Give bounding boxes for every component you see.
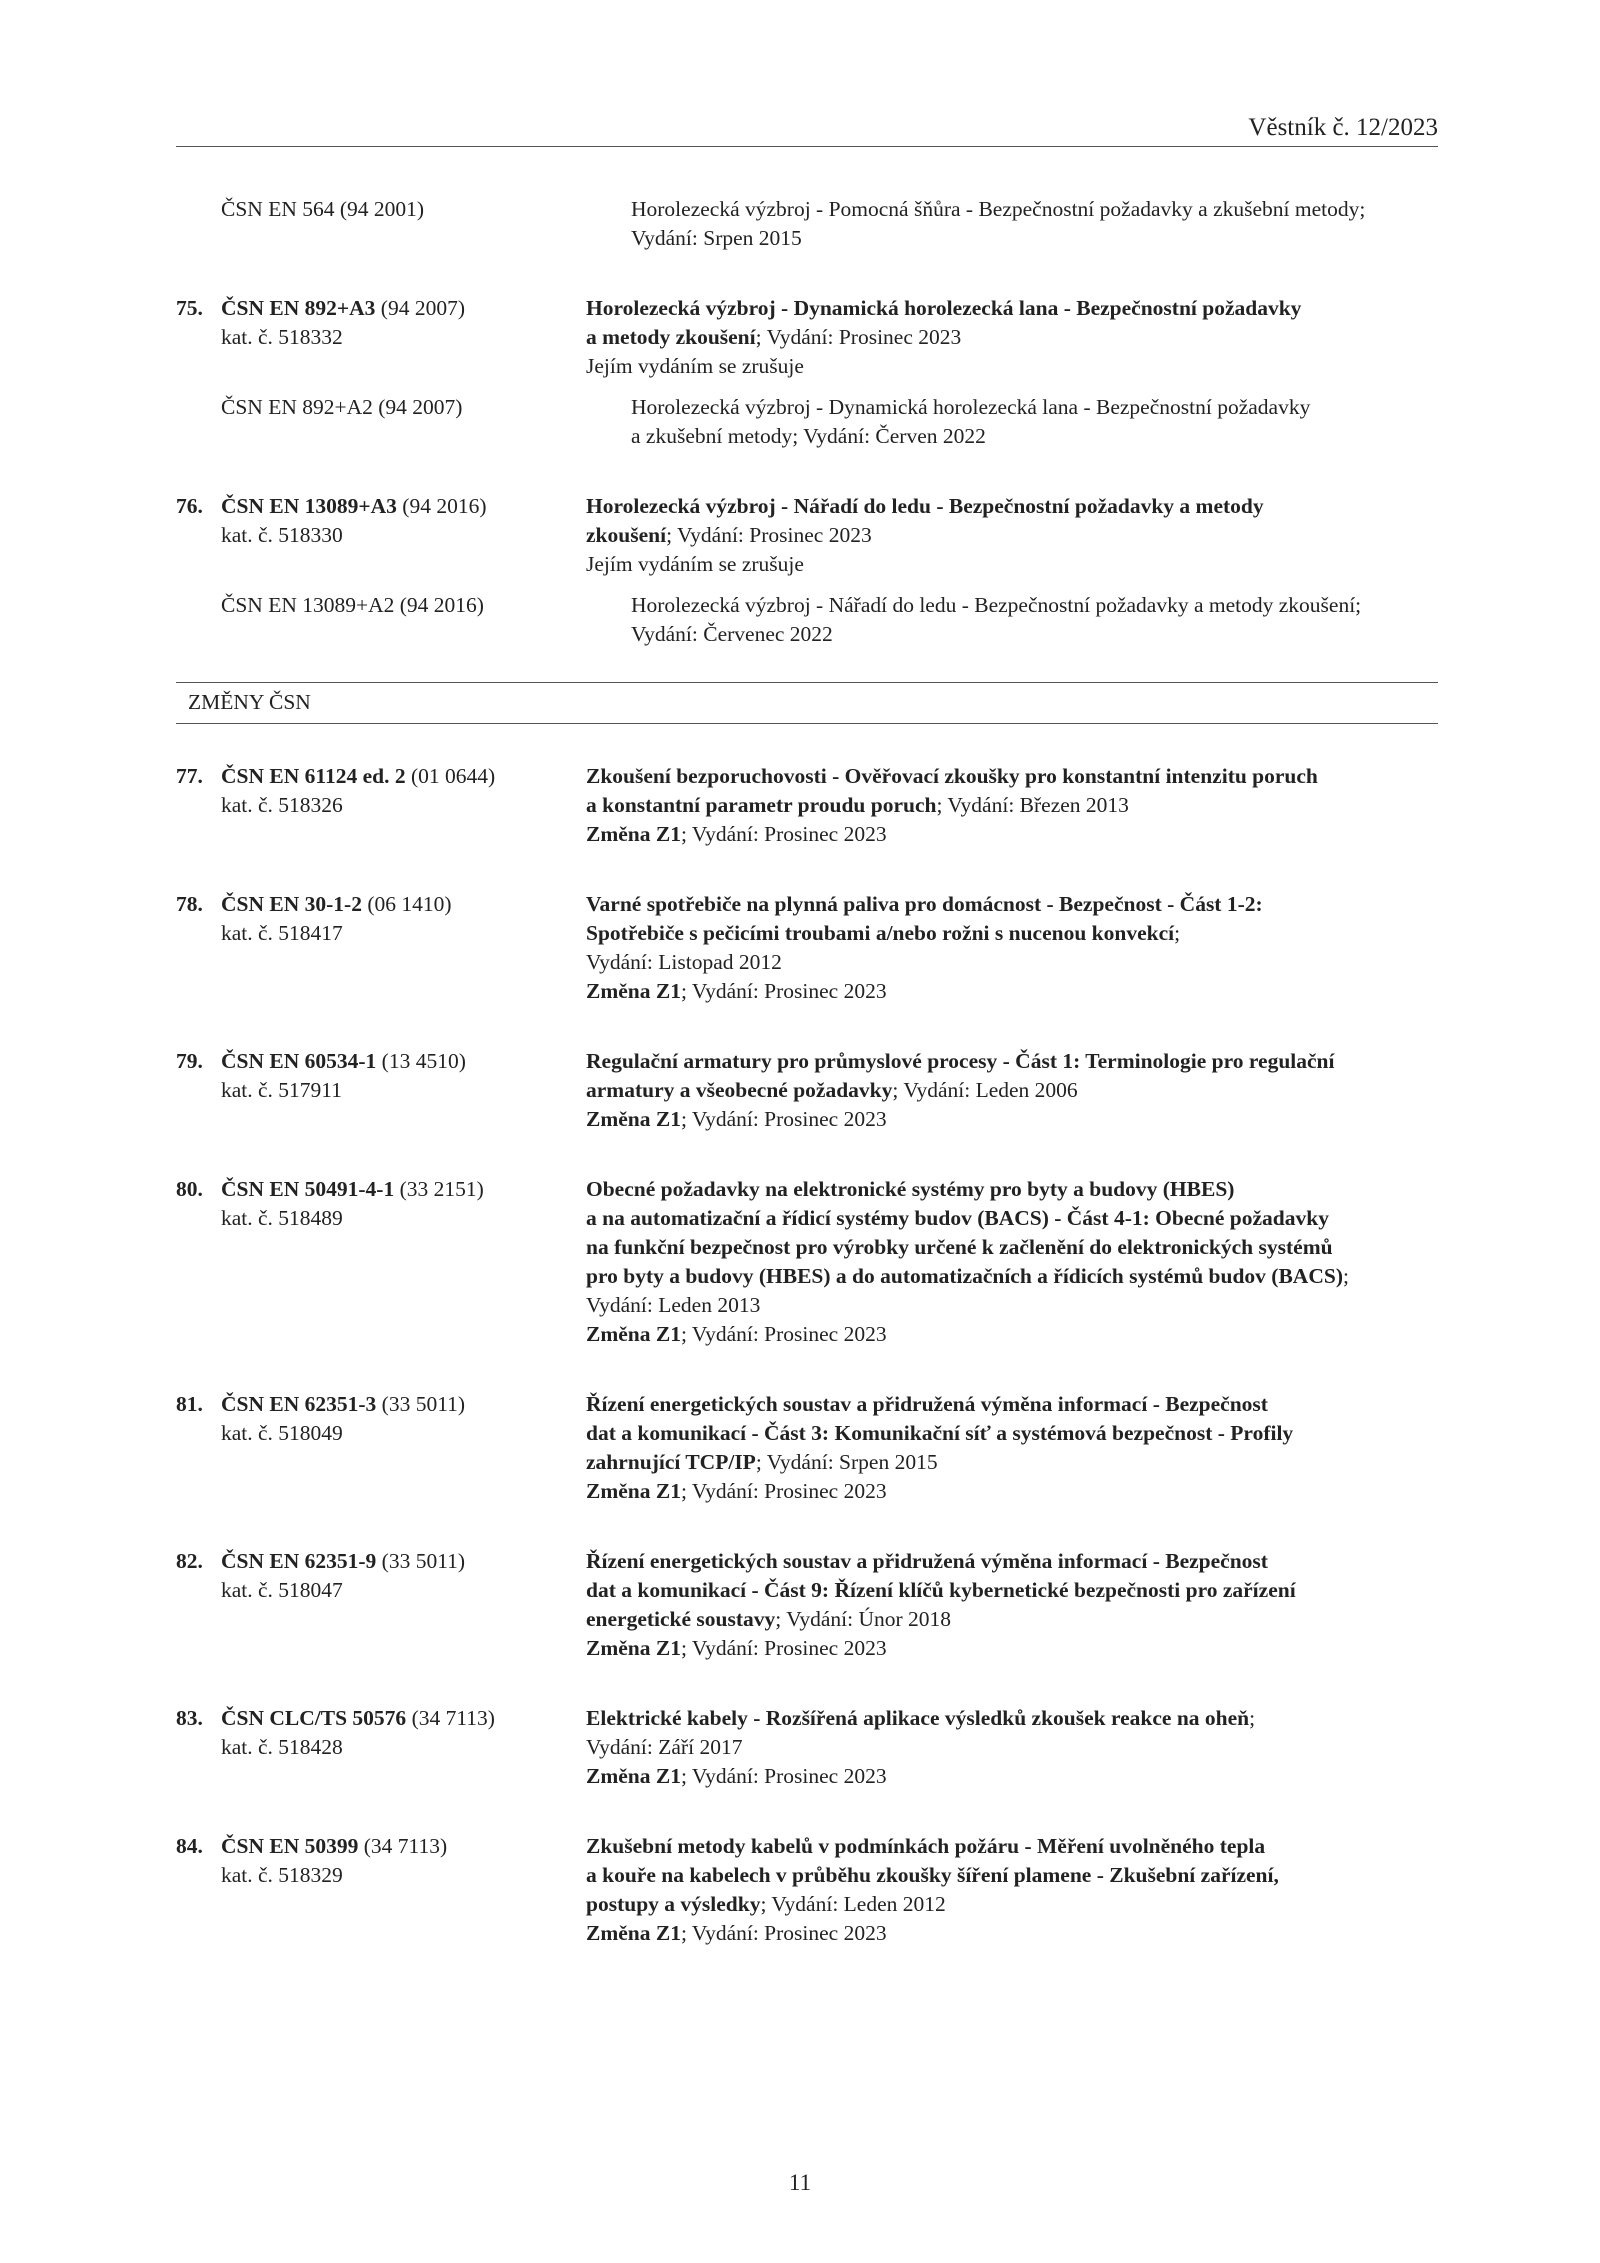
standard-code: ČSN CLC/TS 50576 (221, 1706, 407, 1730)
standard-code: ČSN EN 62351-9 (221, 1549, 377, 1573)
title-line: Elektrické kabely - Rozšířená aplikace výsledků zkoušek reakce na oheň (586, 1706, 1250, 1730)
standard-code-block (176, 492, 586, 579)
entry-number: 81. (176, 1392, 203, 1416)
replaced-title: Horolezecká výzbroj - Nářadí do ledu - Bezpečnostní požadavky a metody zkoušení; Vydání: Červenec 2022 (631, 593, 1362, 646)
title-line: na funkční bezpečnost pro výrobky určené k začlenění do elektronických systémů (586, 1235, 1333, 1259)
standard-title-block (586, 1547, 1438, 1663)
standard-code: ČSN EN 60534-1 (221, 1049, 377, 1073)
issue-date: Vydání: Září 2017 (586, 1735, 743, 1759)
title-line: Zkoušení bezporuchovosti - Ověřovací zkoušky pro konstantní intenzitu poruch (586, 764, 1318, 788)
classification-code: (34 7113) (358, 1834, 448, 1858)
standard-code-block (176, 294, 586, 381)
title-line: a kouře na kabelech v průběhu zkoušky šíření plamene - Zkušební zařízení, (586, 1863, 1279, 1887)
standard-title-block (586, 762, 1438, 849)
issue-date: ; Vydání: Únor 2018 (775, 1607, 952, 1631)
change-label: Změna Z1 (586, 1636, 681, 1660)
change-issue-date: ; Vydání: Prosinec 2023 (680, 1921, 887, 1945)
entry-number: 79. (176, 1049, 203, 1073)
issue-date: Vydání: Listopad 2012 (586, 950, 782, 974)
standard-code-block (176, 762, 586, 849)
cancels-note: Jejím vydáním se zrušuje (586, 552, 804, 576)
standard-title-block (586, 1390, 1438, 1506)
replaced-standard (176, 393, 1438, 451)
standard-title-block (586, 890, 1438, 1006)
issue-date: ; (1342, 1264, 1349, 1288)
standard-title-block (586, 1175, 1438, 1349)
issue-date: ; Vydání: Leden 2006 (892, 1078, 1078, 1102)
standard-title-block (586, 1832, 1438, 1948)
change-entry (176, 890, 1438, 1006)
entry-number: 82. (176, 1549, 203, 1573)
change-entry (176, 1704, 1438, 1791)
change-entry (176, 1547, 1438, 1663)
standard-code: ČSN EN 61124 ed. 2 (221, 764, 406, 788)
entry-number: 84. (176, 1834, 203, 1858)
entry-number: 83. (176, 1706, 203, 1730)
catalog-number: kat. č. 518428 (221, 1735, 343, 1759)
issue-date: ; (1174, 921, 1181, 945)
classification-code: (33 2151) (394, 1177, 484, 1201)
title-line: Regulační armatury pro průmyslové procesy - Část 1: Terminologie pro regulační (586, 1049, 1335, 1073)
change-label: Změna Z1 (586, 979, 681, 1003)
standard-code: ČSN EN 50399 (221, 1834, 359, 1858)
classification-code: (01 0644) (405, 764, 496, 788)
page-header (176, 114, 1438, 147)
title-line: pro byty a budovy (HBES) a do automatizačních a řídicích systémů budov (BACS) (586, 1264, 1343, 1288)
document-body (176, 195, 1438, 1948)
title-line: dat a komunikací - Část 9: Řízení klíčů kybernetické bezpečnosti pro zařízení (586, 1578, 1296, 1602)
standard-code-block (176, 1547, 586, 1663)
change-entry (176, 1175, 1438, 1349)
classification-code: (33 5011) (376, 1549, 466, 1573)
bulletin-title: Věstník č. 12/2023 (1248, 114, 1438, 141)
standard-code: ČSN EN 50491-4-1 (221, 1177, 395, 1201)
change-label: Změna Z1 (586, 1322, 681, 1346)
change-label: Změna Z1 (586, 822, 681, 846)
standard-code: ČSN EN 62351-3 (221, 1392, 377, 1416)
classification-code: (06 1410) (361, 892, 452, 916)
page-number: 11 (788, 2170, 812, 2195)
classification-code: (94 2016) (396, 494, 487, 518)
catalog-number: kat. č. 518329 (221, 1863, 343, 1887)
entry-number: 80. (176, 1177, 203, 1201)
title-line: dat a komunikací - Část 3: Komunikační síť a systémová bezpečnost - Profily (586, 1421, 1294, 1445)
changes-list (176, 762, 1438, 1948)
change-entry (176, 762, 1438, 849)
standard-title-block (586, 1704, 1438, 1791)
change-label: Změna Z1 (586, 1921, 681, 1945)
issue-date: ; Vydání: Srpen 2015 (755, 1450, 938, 1474)
entry-number: 75. (176, 296, 203, 320)
change-entry (176, 1047, 1438, 1134)
title-line: a konstantní parametr proudu poruch (586, 793, 937, 817)
cancels-note: Jejím vydáním se zrušuje (586, 354, 804, 378)
standard-code-block (176, 1390, 586, 1506)
catalog-number: kat. č. 518049 (221, 1421, 343, 1445)
classification-code: (13 4510) (376, 1049, 466, 1073)
title-line: Řízení energetických soustav a přidružená výměna informací - Bezpečnost (586, 1392, 1268, 1416)
change-entry (176, 1390, 1438, 1506)
standard-entry (176, 294, 1438, 381)
section-header (176, 682, 1438, 724)
change-label: Změna Z1 (586, 1479, 681, 1503)
change-label: Změna Z1 (586, 1764, 681, 1788)
section-title: ZMĚNY ČSN (188, 690, 311, 714)
title-line: a na automatizační a řídicí systémy budov (BACS) - Část 4-1: Obecné požadavky (586, 1206, 1329, 1230)
title-line: postupy a výsledky (586, 1892, 761, 1916)
classification-code: (94 2007) (375, 296, 465, 320)
standard-code: ČSN EN 564 (94 2001) (221, 197, 425, 221)
title-line: Řízení energetických soustav a přidružená výměna informací - Bezpečnost (586, 1549, 1268, 1573)
entry-number: 77. (176, 764, 203, 788)
standard-code-block (176, 1047, 586, 1134)
issue-date: ; Vydání: Březen 2013 (936, 793, 1129, 817)
replaced-title: Horolezecká výzbroj - Dynamická horolezecká lana - Bezpečnostní požadavky a zkušební metody; Vydání: Červen 2022 (631, 395, 1311, 448)
issue-date: ; (1249, 1706, 1256, 1730)
standard-code-block (176, 890, 586, 1006)
entry-number: 76. (176, 494, 203, 518)
standard-code: ČSN EN 892+A3 (221, 296, 376, 320)
replaced-standard (176, 591, 1438, 649)
title-line: armatury a všeobecné požadavky (586, 1078, 893, 1102)
replaced-code: ČSN EN 892+A2 (94 2007) (221, 395, 463, 419)
title-line: Obecné požadavky na elektronické systémy pro byty a budovy (HBES) (586, 1177, 1235, 1201)
title-line: Zkušební metody kabelů v podmínkách požáru - Měření uvolněného tepla (586, 1834, 1266, 1858)
change-issue-date: ; Vydání: Prosinec 2023 (680, 1322, 887, 1346)
title-line: Spotřebiče s pečicími troubami a/nebo rožni s nucenou konvekcí (586, 921, 1175, 945)
standard-code-block (176, 1704, 586, 1791)
catalog-number: kat. č. 518326 (221, 793, 343, 817)
catalog-number: kat. č. 518489 (221, 1206, 343, 1230)
catalog-number: kat. č. 518417 (221, 921, 343, 945)
standard-code: ČSN EN 30-1-2 (221, 892, 362, 916)
change-issue-date: ; Vydání: Prosinec 2023 (680, 1764, 887, 1788)
title-line: energetické soustavy (586, 1607, 776, 1631)
change-entry (176, 1832, 1438, 1948)
classification-code: (33 5011) (376, 1392, 466, 1416)
standard-title-block: Horolezecká výzbroj - Nářadí do ledu - Bezpečnostní požadavky a metody zkoušení; Vydání: Prosinec 2023 Jejím vydáním se zrušuje (586, 492, 1438, 579)
replaced-code: ČSN EN 13089+A2 (94 2016) (221, 593, 484, 617)
title-line: Varné spotřebiče na plynná paliva pro domácnost - Bezpečnost - Část 1-2: (586, 892, 1263, 916)
change-issue-date: ; Vydání: Prosinec 2023 (680, 979, 887, 1003)
standard-code-block (176, 1832, 586, 1948)
standard-code-block (176, 1175, 586, 1349)
change-issue-date: ; Vydání: Prosinec 2023 (680, 822, 887, 846)
standard-code: ČSN EN 13089+A3 (221, 494, 397, 518)
standard-title: Horolezecká výzbroj - Pomocná šňůra - Bezpečnostní požadavky a zkušební metody; Vydání: Srpen 2015 (631, 197, 1366, 250)
issue-date: Vydání: Leden 2013 (586, 1293, 761, 1317)
entry-number: 78. (176, 892, 203, 916)
change-label: Změna Z1 (586, 1107, 681, 1131)
standard-entry-continuation (176, 195, 1438, 253)
change-issue-date: ; Vydání: Prosinec 2023 (680, 1479, 887, 1503)
standard-title-block: Horolezecká výzbroj - Dynamická horolezecká lana - Bezpečnostní požadavky a metody zkoušení; Vydání: Prosinec 2023 Jejím vydáním se zrušuje (586, 294, 1438, 381)
change-issue-date: ; Vydání: Prosinec 2023 (680, 1636, 887, 1660)
standard-entry (176, 492, 1438, 579)
title-line: zahrnující TCP/IP (586, 1450, 756, 1474)
classification-code: (34 7113) (406, 1706, 495, 1730)
catalog-number: kat. č. 518332 (221, 325, 343, 349)
change-issue-date: ; Vydání: Prosinec 2023 (680, 1107, 887, 1131)
standard-title-block (586, 1047, 1438, 1134)
catalog-number: kat. č. 517911 (221, 1078, 343, 1102)
catalog-number: kat. č. 518330 (221, 523, 343, 547)
issue-date: ; Vydání: Leden 2012 (760, 1892, 946, 1916)
catalog-number: kat. č. 518047 (221, 1578, 343, 1602)
